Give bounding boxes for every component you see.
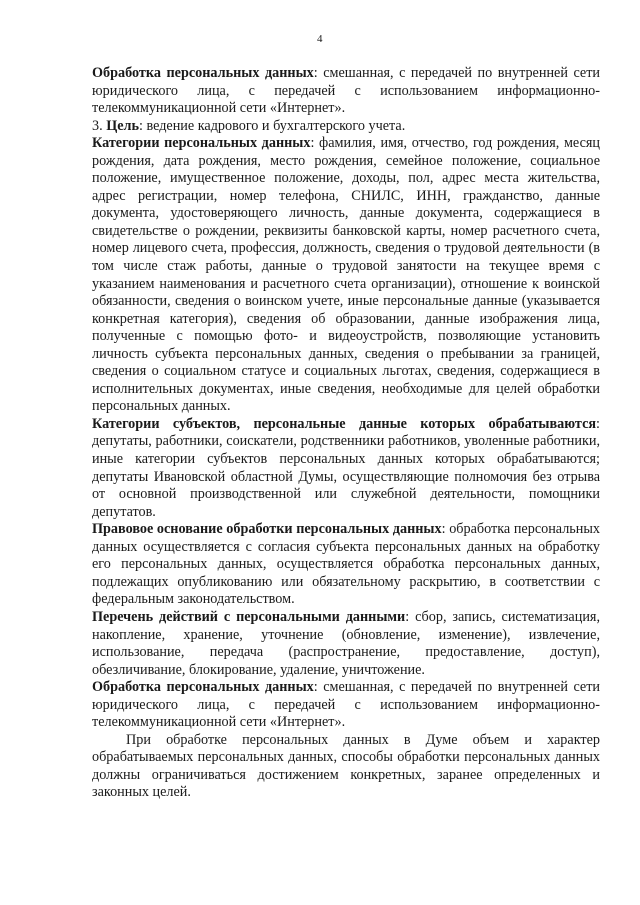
paragraph-label: Цель [106,117,139,134]
paragraph-closing: При обработке персональных данных в Думе объем и характер обрабатываемых персональных данных, способы обработки персональных данных должны ограничиваться достижением конкретных, заранее определенных и законных целей. [92,731,600,801]
paragraph-text: : сбор, запись, систематизация, накопление, хранение, уточнение (обновление, изменение), извлечение, использование, передача (распространение, предоставление, доступ), обезличивание, блокирование, удаление, уничтожение. [92,608,600,678]
document-body [92,65,600,802]
paragraph-processing-method-repeat [92,679,600,732]
paragraph-text: : ведение кадрового и бухгалтерского учета. [138,117,406,134]
paragraph-actions-list [92,609,600,679]
page-number: 4 [317,33,323,45]
paragraph-text: : смешанная, с передачей по внутренней сети юридического лица, с передачей с использованием информационно-телекоммуникационной сети «Интернет». [92,679,601,731]
paragraph-legal-basis [92,521,600,609]
paragraph-label: Перечень действий с персональными данными [92,608,406,625]
paragraph-text: : обработка персональных данных осуществляется с согласия субъекта персональных данных на обработку его персональных данных, осуществляется обработка персональных данных, подлежащих опубликованию или обязательному раскрытию, в соответствии с федеральным законодательством. [92,521,600,608]
paragraph-label: Категории субъектов, персональные данные которых обрабатываются [92,415,597,432]
paragraph-text: : смешанная, с передачей по внутренней сети юридического лица, с передачей с использованием информационно-телекоммуникационной сети «Интернет». [92,65,601,117]
paragraph-label: Обработка персональных данных [92,679,314,696]
paragraph-label: Обработка персональных данных [92,65,314,81]
paragraph-purpose [92,118,600,136]
paragraph-text: : депутаты, работники, соискатели, родственники работников, уволенные работники, иные категории субъектов персональных данных которых обрабатываются; депутаты Ивановской областной Думы, осуществляющие полномочия без отрыва от основной производственной или служебной деятельности, помощники депутатов. [92,415,600,520]
paragraph-processing-method [92,65,600,118]
paragraph-label: Категории персональных данных [92,135,311,152]
paragraph-text: : фамилия, имя, отчество, год рождения, месяц рождения, дата рождения, место рождения, семейное положение, социальное положение, имущественное положение, доходы, пол, адрес места жительства, адрес регистрации, номер телефона, СНИЛС, ИНН, гражданство, данные документа, удостоверяющего личность, данные документа, содержащиеся в свидетельстве о рождении, реквизиты банковской карты, номер расчетного счета, номер лицевого счета, профессия, должность, сведения о трудовой деятельности (в том числе стаж работы, данные о трудовой занятости на текущее время с указанием наименования и расчетного счета организации), отношение к воинской обязанности, сведения о воинском учете, иные персональные данные (указывается конкретная категория), сведения об образовании, данные изображения лица, полученные с помощью фото- и видеоустройств, позволяющие установить личность субъекта персональных данных, сведения о пребывании за границей, сведения о социальном статусе и социальных льготах, сведения, содержащиеся в исполнительных документах, иные сведения, необходимые для целей обработки персональных данных. [92,135,600,415]
paragraph-subject-categories [92,416,600,521]
paragraph-data-categories [92,135,600,416]
item-number: 3. [92,117,107,134]
paragraph-label: Правовое основание обработки персональных данных [92,521,442,538]
